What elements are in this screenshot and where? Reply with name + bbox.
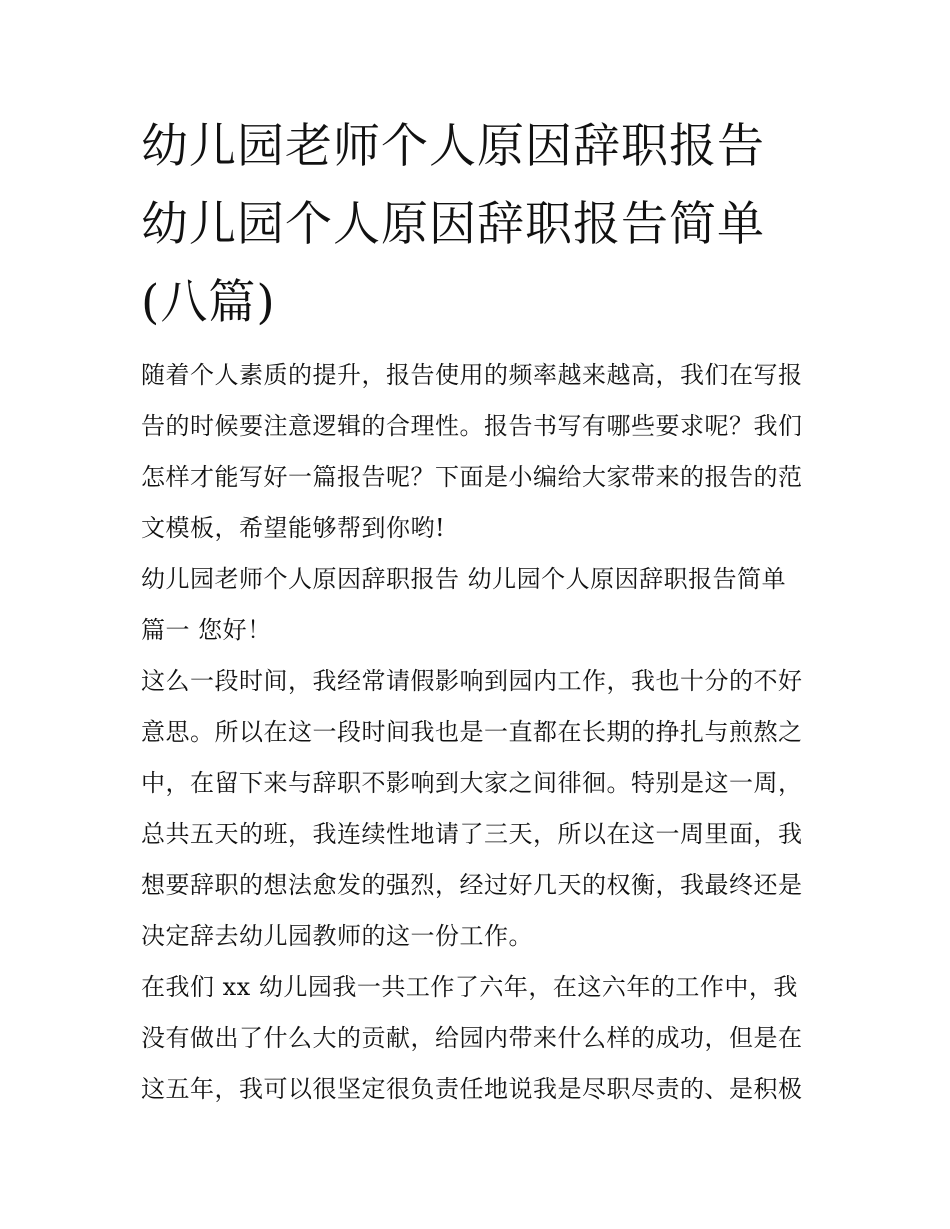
title-line: 幼儿园个人原因辞职报告简单 — [141, 197, 765, 252]
text-line: 这五年，我可以很坚定很负责任地说我是尽职尽责的、是积极 — [141, 1075, 803, 1103]
document-body — [141, 108, 821, 1115]
title-line: (八篇) — [141, 275, 276, 330]
text-line: 告的时候要注意逻辑的合理性。报告书写有哪些要求呢？我们 — [141, 412, 803, 440]
text-line: 决定辞去幼儿园教师的这一份工作。 — [141, 922, 533, 950]
text-line: 中，在留下来与辞职不影响到大家之间徘徊。特别是这一周， — [141, 769, 803, 797]
intro-paragraph — [141, 350, 821, 554]
subtitle-paragraph — [141, 554, 821, 605]
title-line: 幼儿园老师个人原因辞职报告 — [141, 119, 765, 174]
text-line: 没有做出了什么大的贡献，给园内带来什么样的成功，但是在 — [141, 1024, 803, 1052]
text-line: 怎样才能写好一篇报告呢？下面是小编给大家带来的报告的范 — [141, 463, 803, 491]
text-line: 幼儿园老师个人原因辞职报告 幼儿园个人原因辞职报告简单 — [141, 565, 787, 593]
text-line: 篇一 您好！ — [141, 616, 272, 644]
text-line: 想要辞职的想法愈发的强烈，经过好几天的权衡，我最终还是 — [141, 871, 803, 899]
text-line: 这么一段时间，我经常请假影响到园内工作，我也十分的不好 — [141, 667, 803, 695]
body-paragraph — [141, 962, 821, 1115]
body-paragraph — [141, 656, 821, 962]
text-line: 意思。所以在这一段时间我也是一直都在长期的挣扎与煎熬之 — [141, 718, 803, 746]
text-line: 文模板，希望能够帮到你哟! — [141, 514, 446, 542]
text-line: 总共五天的班，我连续性地请了三天，所以在这一周里面，我 — [141, 820, 803, 848]
text-line: 在我们 xx 幼儿园我一共工作了六年，在这六年的工作中，我 — [141, 973, 798, 1001]
text-line: 随着个人素质的提升，报告使用的频率越来越高，我们在写报 — [141, 361, 803, 389]
document-title — [141, 108, 821, 342]
greeting-paragraph — [141, 605, 821, 656]
